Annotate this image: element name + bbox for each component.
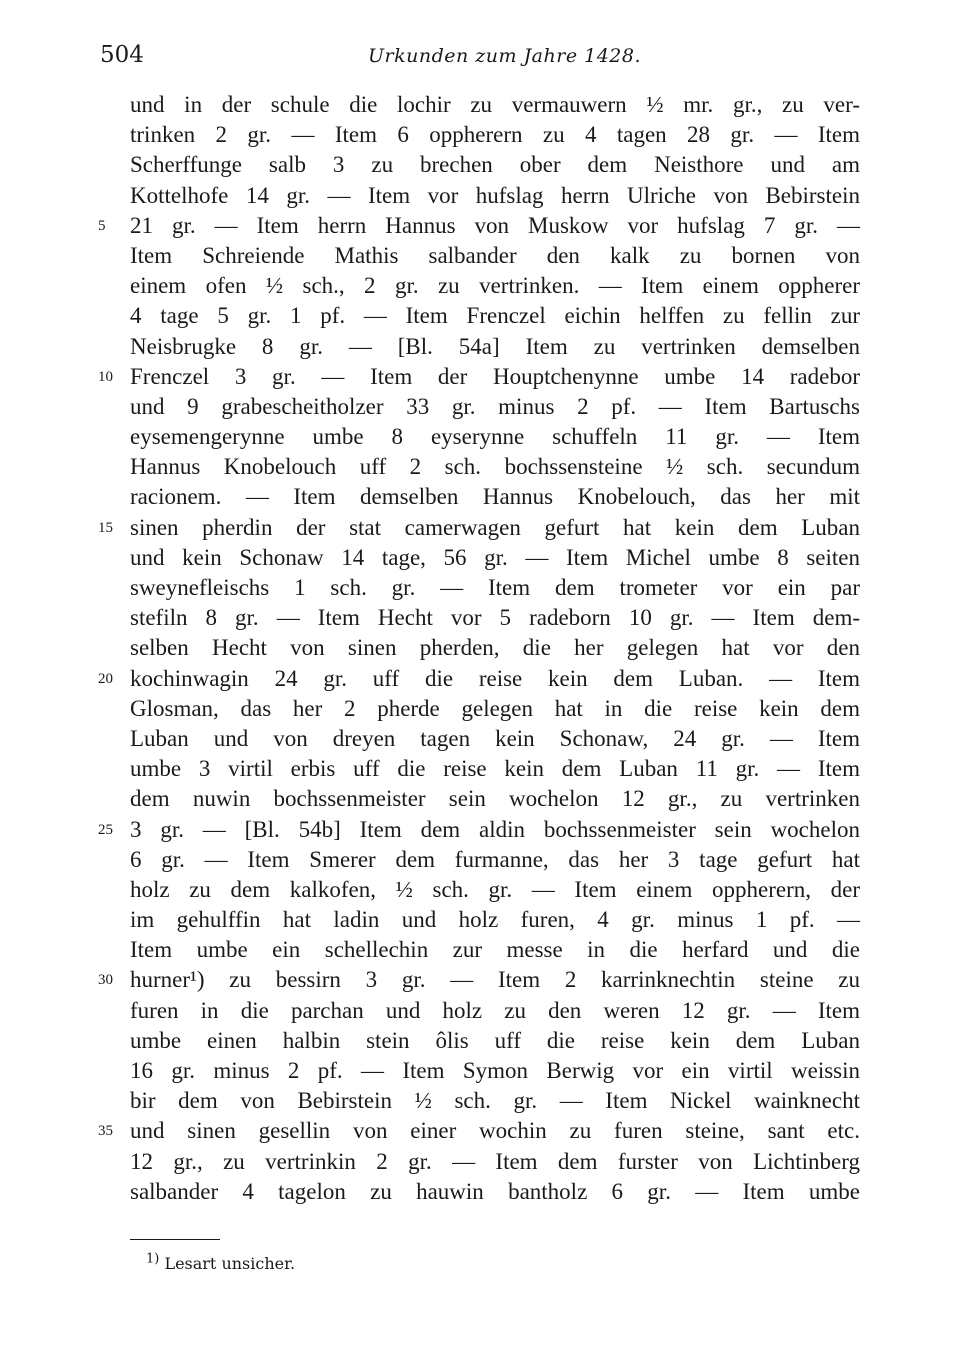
line-text: hurner¹) zu bessirn 3 gr. — Item 2 karrinknechtin steine zu (130, 967, 860, 993)
text-line (130, 482, 860, 512)
text-line (130, 543, 860, 573)
text-line (98, 362, 860, 392)
footnote (146, 1251, 296, 1273)
line-text: Glosman, das her 2 pherde gelegen hat in die reise kein dem (130, 695, 860, 721)
line-number: 25 (98, 821, 113, 838)
line-text: stefiln 8 gr. — Item Hecht vor 5 radeborn 10 gr. — Item dem- (130, 605, 860, 631)
text-line (130, 452, 860, 482)
line-number: 10 (98, 368, 113, 385)
text-line (130, 633, 860, 663)
line-text: Luban und von dreyen tagen kein Schonaw, 24 gr. — Item (130, 725, 860, 751)
line-text: sweynefleischs 1 sch. gr. — Item dem trometer vor ein par (130, 575, 860, 600)
line-text: racionem. — Item demselben Hannus Knobelouch, das her mit (130, 484, 860, 510)
footnote-marker: 1) (146, 1251, 160, 1267)
text-line (130, 1056, 860, 1086)
document-body (98, 90, 860, 1207)
footnote-divider (130, 1239, 220, 1240)
line-text: und in der schule die lochir zu vermauwern ½ mr. gr., zu ver- (130, 92, 860, 117)
line-text: Frenczel 3 gr. — Item der Houptchenynne umbe 14 radebor (130, 363, 860, 389)
line-number: 35 (98, 1123, 113, 1140)
line-text: 6 gr. — Item Smerer dem furmanne, das her 3 tage gefurt hat (130, 846, 860, 872)
line-text: kochinwagin 24 gr. uff die reise kein dem Luban. — Item (130, 665, 860, 691)
line-text: und kein Schonaw 14 tage, 56 gr. — Item Michel umbe 8 seiten (130, 544, 860, 570)
running-head: Urkunden zum Jahre 1428. (368, 45, 642, 67)
text-line (98, 211, 860, 241)
line-text: 21 gr. — Item herrn Hannus von Muskow vor hufslag 7 gr. — (130, 212, 860, 238)
text-line (130, 754, 860, 784)
text-line (130, 422, 860, 452)
line-text: und sinen gesellin von einer wochin zu furen steine, sant etc. (130, 1118, 860, 1144)
text-line (130, 935, 860, 965)
line-number: 20 (98, 670, 113, 687)
line-text: umbe einen halbin stein ôlis uff die reise kein dem Luban (130, 1027, 860, 1053)
line-number: 5 (98, 217, 106, 234)
text-line (130, 1026, 860, 1056)
text-line (130, 784, 860, 814)
text-line (130, 845, 860, 875)
line-text: bir dem von Bebirstein ½ sch. gr. — Item Nickel wainknecht (130, 1088, 860, 1114)
line-text: einem ofen ½ sch., 2 gr. zu vertrinken. — Item einem oppherer (130, 273, 860, 299)
text-line (98, 513, 860, 543)
line-text: dem nuwin bochssenmeister sein wochelon 12 gr., zu vertrinken (130, 786, 860, 812)
line-text: Kottelhofe 14 gr. — Item vor hufslag herrn Ulriche von Bebirstein (130, 182, 860, 208)
line-text: eysemengerynne umbe 8 eyserynne schuffeln 11 gr. — Item (130, 424, 860, 450)
page-number: 504 (100, 42, 144, 68)
text-line (130, 241, 860, 271)
text-line (130, 301, 860, 331)
text-line (130, 875, 860, 905)
text-line (130, 120, 860, 150)
text-line (130, 1147, 860, 1177)
line-text: holz zu dem kalkofen, ½ sch. gr. — Item einem oppherern, der (130, 876, 860, 902)
line-text: trinken 2 gr. — Item 6 oppherern zu 4 tagen 28 gr. — Item (130, 122, 860, 148)
text-line (98, 664, 860, 694)
text-line (98, 965, 860, 995)
line-text: umbe 3 virtil erbis uff die reise kein dem Luban 11 gr. — Item (130, 756, 860, 782)
line-text: Item umbe ein schellechin zur messe in die herfard und die (130, 937, 860, 963)
line-text: sinen pherdin der stat camerwagen gefurt hat kein dem Luban (130, 514, 860, 540)
text-line (130, 905, 860, 935)
line-text: Scherffunge salb 3 zu brechen ober dem Neisthore und am (130, 152, 860, 178)
text-line (130, 996, 860, 1026)
text-line (130, 392, 860, 422)
line-text: und 9 grabescheitholzer 33 gr. minus 2 pf. — Item Bartuschs (130, 393, 860, 419)
text-line (130, 1177, 860, 1207)
text-line (130, 150, 860, 180)
text-line (98, 1116, 860, 1146)
line-text: 12 gr., zu vertrinkin 2 gr. — Item dem furster von Lichtinberg (130, 1148, 860, 1174)
line-text: 4 tage 5 gr. 1 pf. — Item Frenczel eichin helffen zu fellin zur (130, 303, 860, 329)
line-text: selben Hecht von sinen pherden, die her gelegen hat vor den (130, 635, 860, 661)
line-text: furen in die parchan und holz zu den weren 12 gr. — Item (130, 997, 860, 1023)
footnote-text: Lesart unsicher. (164, 1254, 296, 1273)
line-text: Hannus Knobelouch uff 2 sch. bochssensteine ½ sch. secundum (130, 454, 860, 480)
line-text: 16 gr. minus 2 pf. — Item Symon Berwig vor ein virtil weissin (130, 1058, 860, 1083)
line-text: salbander 4 tagelon zu hauwin bantholz 6 gr. — Item umbe (130, 1178, 860, 1204)
text-line (130, 90, 860, 120)
text-line (130, 694, 860, 724)
line-text: Item Schreiende Mathis salbander den kalk zu bornen von (130, 242, 860, 268)
text-line (130, 603, 860, 633)
text-line (130, 181, 860, 211)
text-line (130, 573, 860, 603)
line-number: 15 (98, 519, 113, 536)
line-number: 30 (98, 972, 113, 989)
text-line (130, 271, 860, 301)
line-text: 3 gr. — [Bl. 54b] Item dem aldin bochssenmeister sein wochelon (130, 816, 860, 842)
text-line (130, 1086, 860, 1116)
text-line (98, 815, 860, 845)
line-text: im gehulffin hat ladin und holz furen, 4 gr. minus 1 pf. — (130, 907, 860, 933)
text-line (130, 332, 860, 362)
text-line (130, 724, 860, 754)
line-text: Neisbrugke 8 gr. — [Bl. 54a] Item zu vertrinken demselben (130, 333, 860, 359)
